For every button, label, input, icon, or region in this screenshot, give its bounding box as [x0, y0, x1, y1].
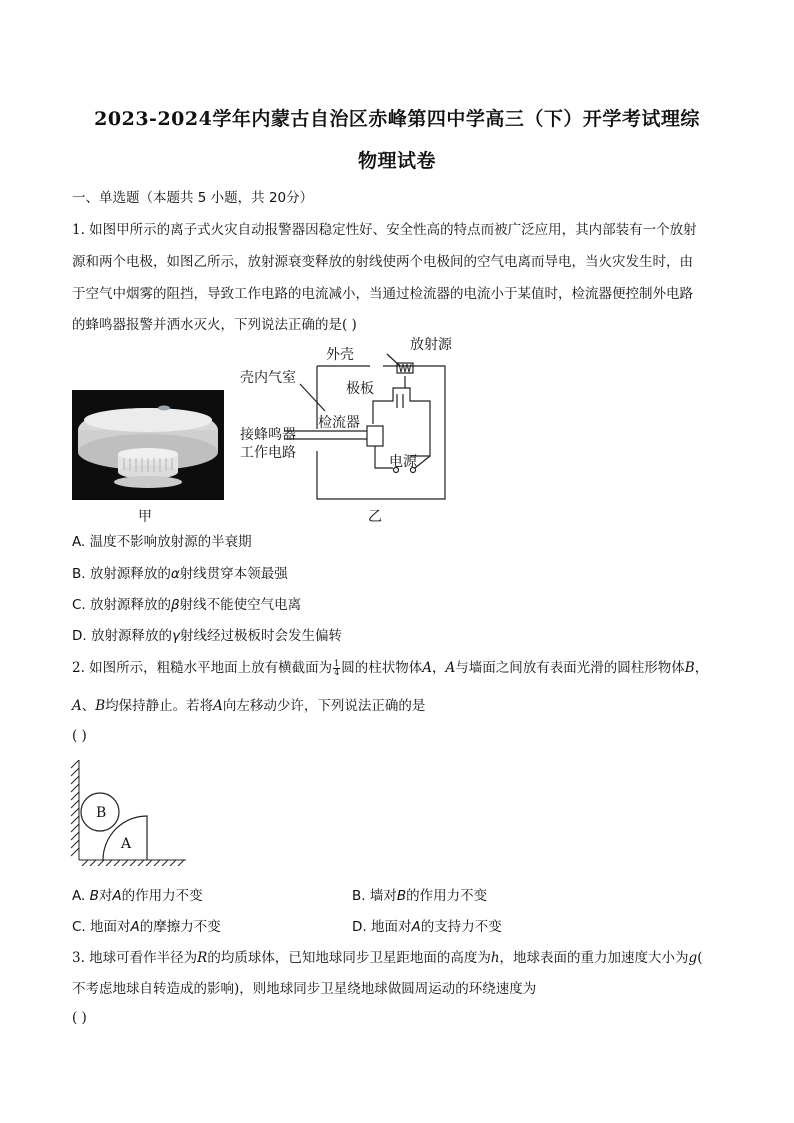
q1-option-d: D. 放射源释放的γ射线经过极板时会发生偏转: [72, 628, 342, 644]
q2-option-c: C. 地面对A的摩擦力不变: [72, 919, 221, 935]
exam-title-line1: 2023-2024学年内蒙古自治区赤峰第四中学高三（下）开学考试理综: [94, 108, 700, 130]
figure-caption-yi: 乙: [368, 509, 382, 525]
label-cylinder-b: B: [96, 805, 107, 821]
q3-text-line1: 3. 地球可看作半径为R的均质球体，已知地球同步卫星距地面的高度为h，地球表面的重力加速度大小为g(: [72, 950, 703, 966]
q1-option-a: A. 温度不影响放射源的半衰期: [72, 534, 252, 550]
q1-text-line: 的蜂鸣器报警并洒水灭火，下列说法正确的是( ): [72, 317, 357, 333]
q2-option-d: D. 地面对A的支持力不变: [352, 919, 502, 935]
one-quarter-fraction: $\frac{1}{4}$: [334, 659, 340, 677]
exam-title-line2: 物理试卷: [357, 150, 436, 172]
q1-text-line: 1. 如图甲所示的离子式火灾自动报警器因稳定性好、安全性高的特点而被广泛应用，其内部装有一个放射: [72, 222, 697, 238]
q2-text-line1: 2. 如图所示，粗糙水平地面上放有横截面为 $\frac{1}{4}$ 圆的柱状物体A，A与墙面之间放有表面光滑的圆柱形物体B，: [72, 659, 709, 677]
figure-caption-jia: 甲: [138, 509, 152, 525]
label-buzzer-line1: 接蜂鸣器: [240, 427, 296, 443]
label-plate: 极板: [346, 381, 374, 397]
section-heading: 一、单选题（本题共 5 小题，共 20分）: [72, 190, 314, 206]
label-detector: 检流器: [318, 415, 360, 431]
q1-option-b: B. 放射源释放的α射线贯穿本领最强: [72, 566, 288, 582]
q2-option-b: B. 墙对B的作用力不变: [352, 888, 488, 904]
label-chamber: 壳内气室: [240, 370, 296, 386]
q3-answer-paren: ( ): [72, 1010, 87, 1026]
q3-text-line2: 不考虑地球自转造成的影响)，则地球同步卫星绕地球做圆周运动的环绕速度为: [72, 981, 537, 997]
label-source: 放射源: [410, 337, 452, 353]
q2-answer-paren: ( ): [72, 728, 87, 744]
q2-text-line2: A、B均保持静止。若将A向左移动少许，下列说法正确的是: [72, 698, 426, 714]
label-shell: 外壳: [326, 347, 354, 363]
smoke-detector-photo: [72, 390, 224, 500]
q1-text-line: 于空气中烟雾的阻挡，导致工作电路的电流减小，当通过检流器的电流小于某值时，检流器便控制外电路: [72, 286, 693, 302]
q1-option-c: C. 放射源释放的β射线不能使空气电离: [72, 597, 302, 613]
q2-option-a: A. B对A的作用力不变: [72, 888, 203, 904]
label-buzzer-line2: 工作电路: [240, 445, 296, 461]
q1-text-line: 源和两个电极，如图乙所示，放射源衰变释放的射线使两个电极间的空气电离而导电，当火灾发生时，由: [72, 254, 693, 270]
label-power: 电源: [389, 454, 417, 470]
label-block-a: A: [121, 836, 132, 852]
